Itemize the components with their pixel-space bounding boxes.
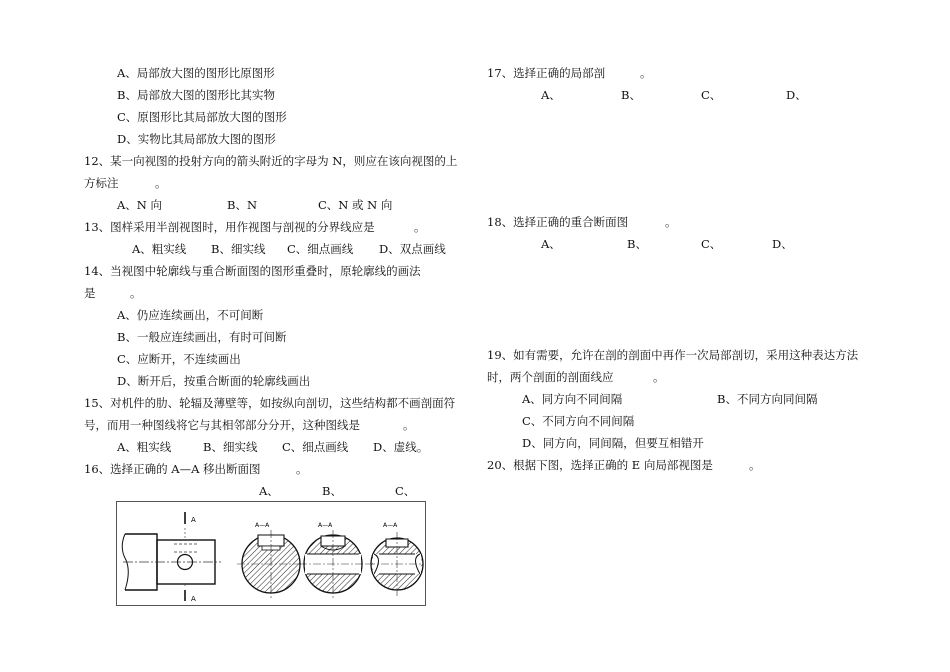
q14-option-d: D、断开后，按重合断面的轮廓线画出 [117,374,311,388]
q15-line1: 15、对机件的肋、轮辐及薄壁等，如按纵向剖切，这些结构都不画剖面符 [84,396,456,410]
q18-text: 18、选择正确的重合断面图 [487,215,629,229]
section-label-c: A—A [383,522,398,529]
q13-option-d: D、双点画线 [379,242,446,256]
q18-option-d: D、 [772,237,793,251]
q11-option-b: B、局部放大图的图形比其实物 [117,88,275,102]
q17-end: 。 [640,66,652,80]
section-label-b: A—A [318,522,333,529]
section-label-a: A—A [255,522,270,529]
q18-option-c: C、 [701,237,722,251]
q16-drawing [117,502,425,605]
section-option-b [299,522,367,598]
q17-option-d: D、 [786,88,807,102]
q11-option-d: D、实物比其局部放大图的图形 [117,132,276,146]
q12-option-c: C、N 或 N 向 [318,198,393,212]
q15-line2-end: 。 [403,418,415,432]
q20-end: 。 [749,458,761,472]
q18-option-b: B、 [627,237,647,251]
q13-end: 。 [414,220,426,234]
q12-line1: 12、某一向视图的投射方向的箭头附近的字母为 N，则应在该向视图的上 [84,154,458,168]
q16-option-a: A、 [259,484,279,498]
q15-option-a: A、粗实线 [117,440,172,454]
q14-line2: 是 [84,286,96,300]
q17-text: 17、选择正确的局部剖 [487,66,606,80]
section-option-c [367,522,423,596]
q11-option-c: C、原图形比其局部放大图的图形 [117,110,287,124]
q19-line1: 19、如有需要，允许在剖的剖面中再作一次局部剖切，采用这种表达方法 [487,348,859,362]
cut-letter-top: A [191,516,196,524]
q11-option-a: A、局部放大图的图形比原图形 [117,66,275,80]
q16-option-b: B、 [322,484,342,498]
q14-option-b: B、一般应连续画出，有时可间断 [117,330,287,344]
q14-option-a: A、仍应连续画出，不可间断 [117,308,264,322]
q19-option-a: A、同方向不同间隔 [522,392,623,406]
q17-option-a: A、 [541,88,561,102]
q15-option-c: C、细点画线 [282,440,349,454]
q19-option-c: C、不同方向不同间隔 [522,414,635,428]
q14-line2-end: 。 [130,286,142,300]
q13-option-b: B、细实线 [211,242,266,256]
q19-option-b: B、不同方向同间隔 [717,392,818,406]
q12-option-b: B、N [227,198,258,212]
q16-end: 。 [296,462,308,476]
q13-option-a: A、粗实线 [132,242,187,256]
q16-option-c: C、 [395,484,416,498]
q13-option-c: C、细点画线 [287,242,354,256]
q20-text: 20、根据下图，选择正确的 E 向局部视图是 [487,458,713,472]
q19-line2: 时，两个剖面的剖面线应 [487,370,614,384]
q17-option-b: B、 [621,88,641,102]
q16-text: 16、选择正确的 A—A 移出断面图 [84,462,261,476]
cut-letter-bottom: A [191,595,196,603]
q12-option-a: A、N 向 [117,198,163,212]
q15-option-b: B、细实线 [203,440,258,454]
q12-line2-end: 。 [155,176,167,190]
q17-option-c: C、 [701,88,722,102]
section-option-a [237,522,305,598]
q16-figure [116,501,426,606]
q14-option-c: C、应断开，不连续画出 [117,352,241,366]
q19-line2-end: 。 [653,370,665,384]
q19-option-d: D、同方向，同间隔，但要互相错开 [522,436,704,450]
q15-option-d: D、虚线。 [373,440,429,454]
q12-line2: 方标注 [84,176,119,190]
q14-line1: 14、当视图中轮廓线与重合断面图的图形重叠时，原轮廓线的画法 [84,264,421,278]
q13-text: 13、图样采用半剖视图时，用作视图与剖视的分界线应是 [84,220,375,234]
q15-line2: 号，而用一种图线将它与其相邻部分分开，这种图线是 [84,418,360,432]
q18-option-a: A、 [541,237,561,251]
q18-end: 。 [665,215,677,229]
